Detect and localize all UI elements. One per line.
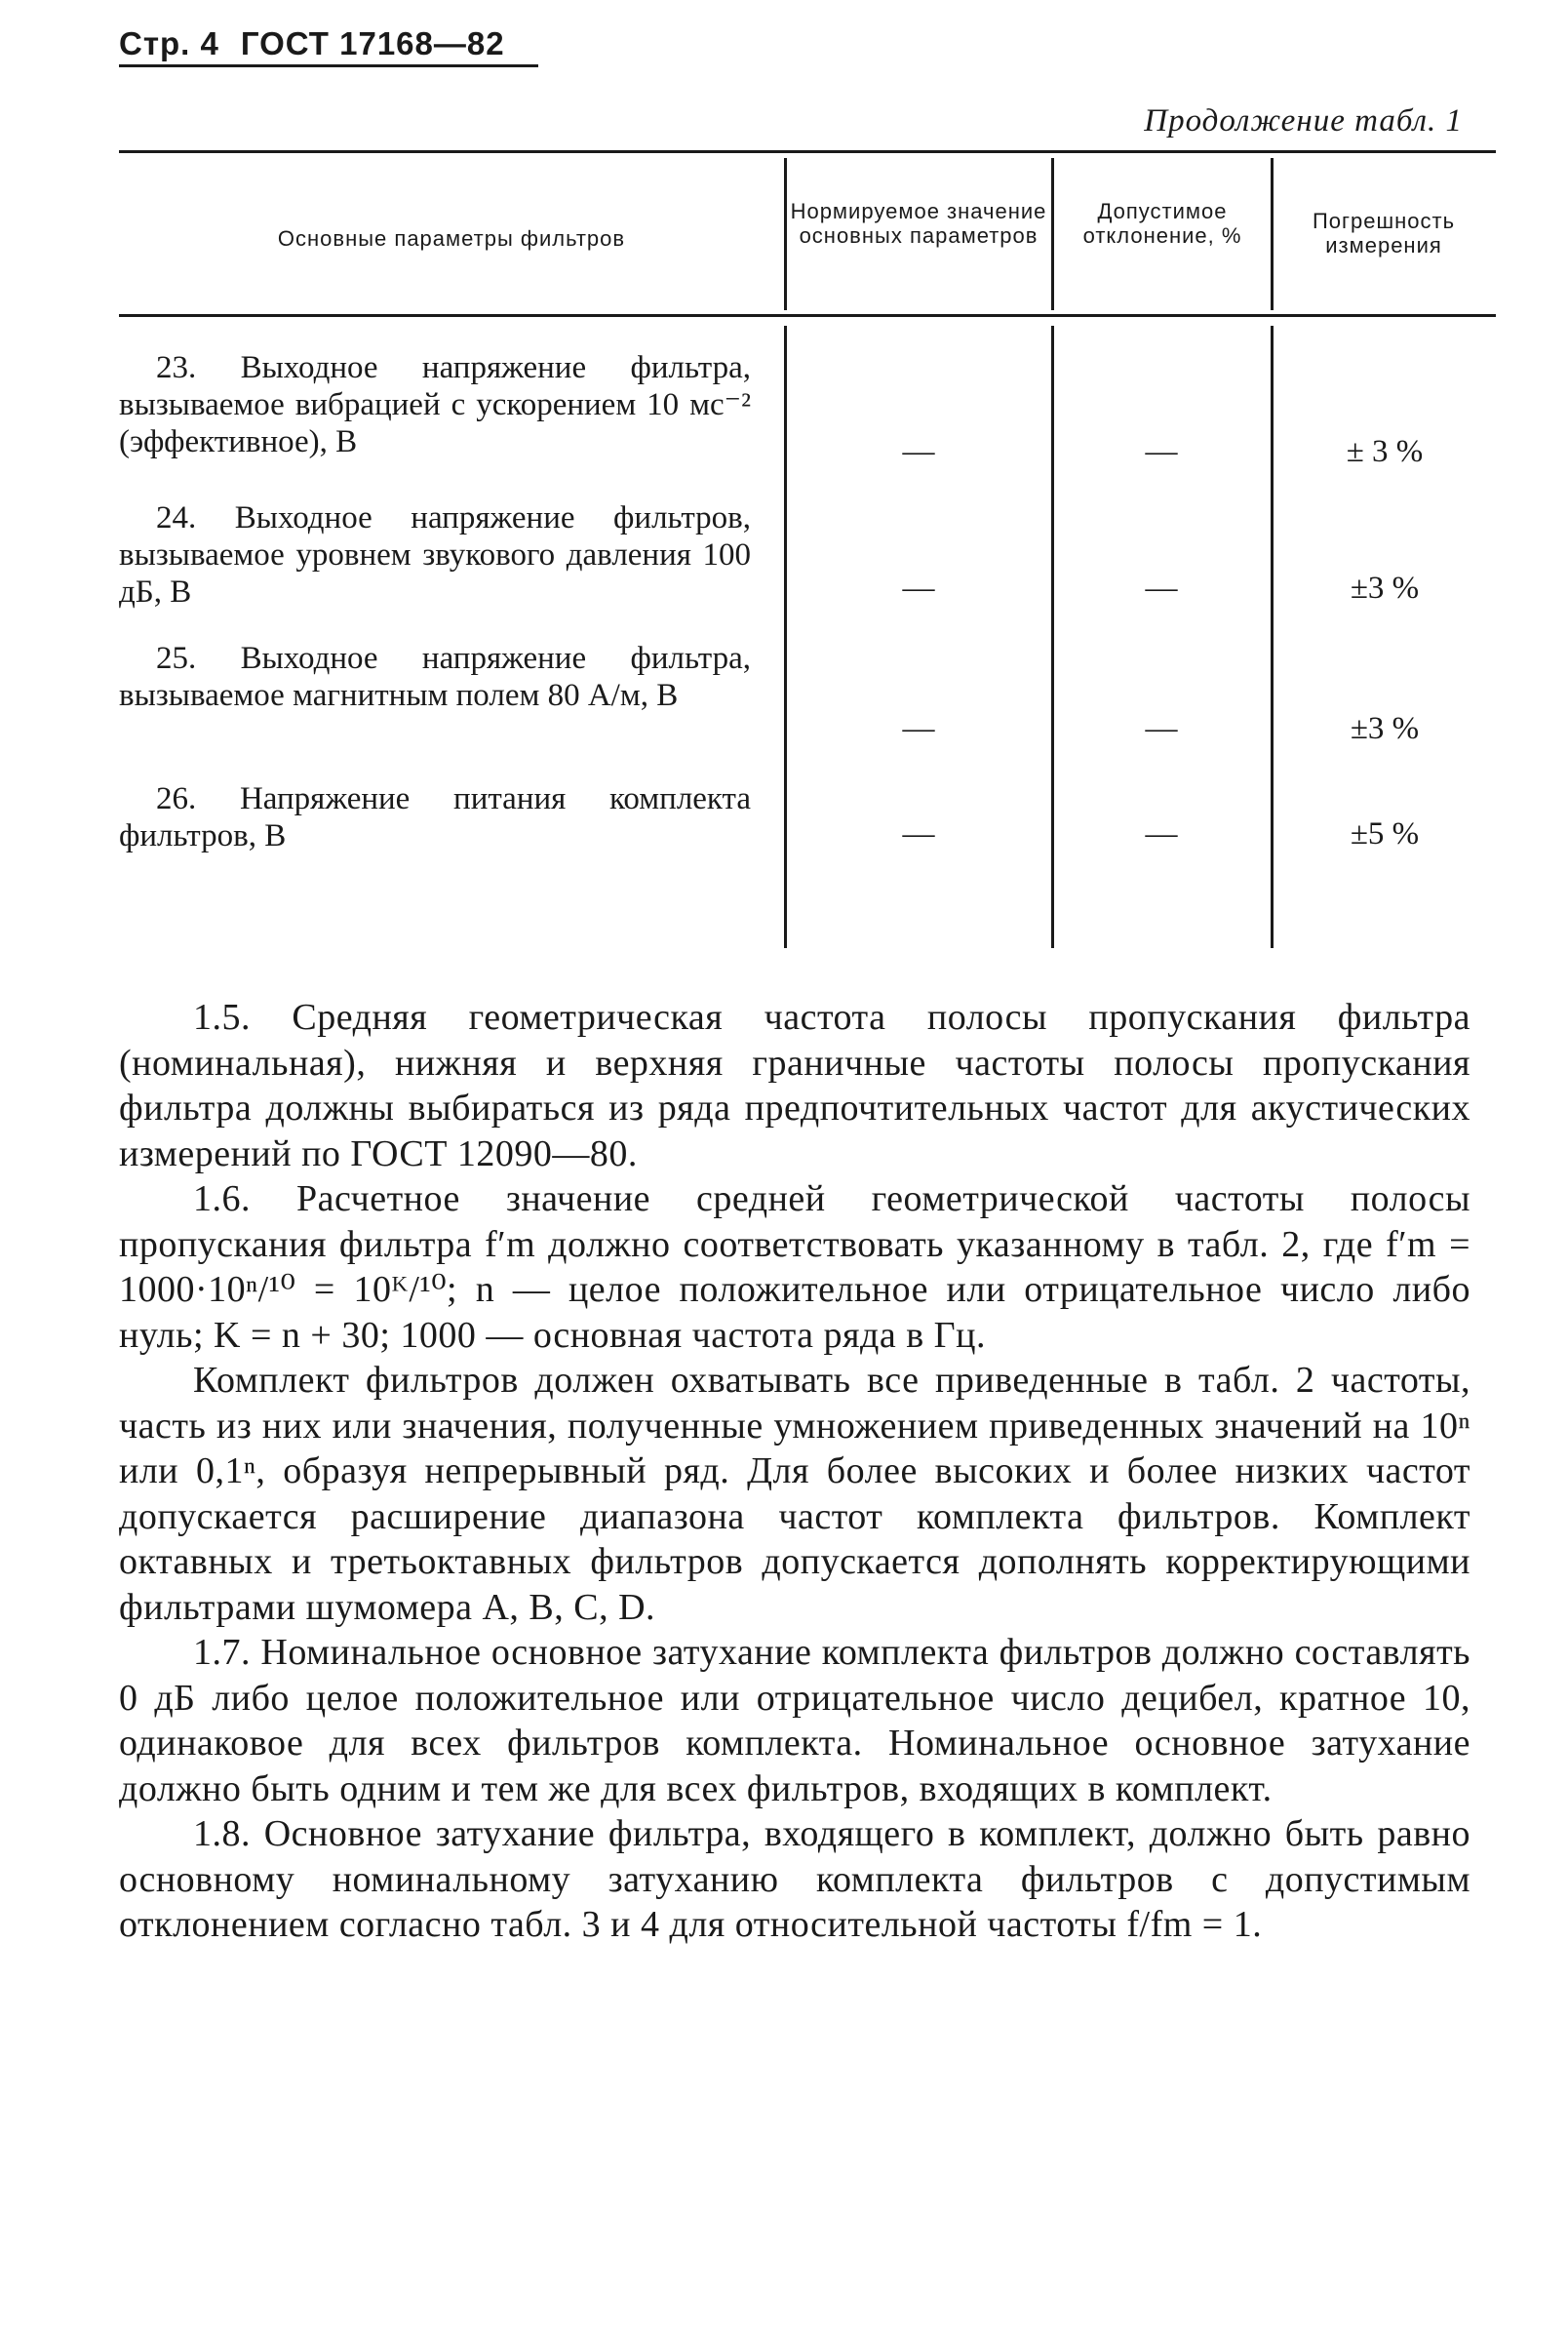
body-text <box>119 995 1470 1948</box>
table-row-26-parameter: 26. Напряжение питания комплекта фильтров, В <box>119 781 751 853</box>
paragraph-1-6: 1.6. Расчетное значение средней геометрической частоты полосы пропускания фильтра f′m должно соответствовать указанному в табл. 2, где f′m = 1000·10ⁿ/¹⁰ = 10ᴷ/¹⁰; n — целое положительное или отрицательное число либо нуль; K = n + 30; 1000 — основная частота ряда в Гц. <box>119 1178 1470 1356</box>
table-column-divider <box>1051 158 1054 310</box>
table-column-divider <box>784 326 787 948</box>
table-row-23-parameter: 23. Выходное напряжение фильтра, вызываемое вибрацией с ускорением 10 мс⁻² (эффективное), В <box>119 350 751 459</box>
column-header-allowed-deviation: Допустимое отклонение, % <box>1082 199 1242 248</box>
page-header <box>119 25 505 62</box>
table-row-24-parameter: 24. Выходное напряжение фильтров, вызываемое уровнем звукового давления 100 дБ, В <box>119 500 751 610</box>
page-number: Стр. 4 <box>119 25 219 61</box>
paragraph-1-7: 1.7. Номинальное основное затухание комплекта фильтров должно составлять 0 дБ либо целое положительное или отрицательное число децибел, кратное 10, одинаковое для всех фильтров комплекта. Номинальное основное затухание должно быть одним и тем же для всех фильтров, входящих в комплект. <box>119 1632 1470 1809</box>
table-top-rule <box>119 150 1496 153</box>
standard-number: ГОСТ 17168—82 <box>240 25 505 61</box>
table-row-24-normalized: — <box>902 571 935 606</box>
table-column-divider <box>1051 326 1054 948</box>
table-row-25-normalized: — <box>902 711 935 746</box>
column-header-parameters: Основные параметры фильтров <box>277 226 626 251</box>
paragraph-filter-set: Комплект фильтров должен охватывать все приведенные в табл. 2 частоты, часть из них или значения, полученные умножением приведенных значений на 10ⁿ или 0,1ⁿ, образуя непрерывный ряд. Для более высоких и более низких частот допускается расширение диапазона частот комплекта фильтров. Комплект октавных и третьоктавных фильтров допускается дополнять корректирующими фильтрами шумомера A, B, C, D. <box>119 1360 1470 1628</box>
table-row-25-error: ±3 % <box>1350 711 1420 746</box>
column-header-normalized-value: Нормируемое значение основных параметров <box>790 199 1047 248</box>
table-row-23-error: ± 3 % <box>1346 434 1424 469</box>
paragraph-1-5: 1.5. Средняя геометрическая частота полосы пропускания фильтра (номинальная), нижняя и верхняя граничные частоты полосы пропускания фильтра должны выбираться из ряда предпочтительных частот для акустических измерений по ГОСТ 12090—80. <box>119 997 1470 1174</box>
table-row-23-deviation: — <box>1145 434 1178 469</box>
table-header-rule <box>119 314 1496 317</box>
table-row-23-normalized: — <box>902 434 935 469</box>
table-continuation-label: Продолжение табл. 1 <box>1144 103 1463 139</box>
table-column-divider <box>784 158 787 310</box>
column-header-measurement-error: Погрешность измерения <box>1312 209 1456 258</box>
table-column-divider <box>1271 326 1274 948</box>
table-row-26-error: ±5 % <box>1350 816 1420 852</box>
table-row-25-deviation: — <box>1145 711 1178 746</box>
paragraph-1-8: 1.8. Основное затухание фильтра, входящего в комплект, должно быть равно основному номинальному затуханию комплекта фильтров с допустимым отклонением согласно табл. 3 и 4 для относительной частоты f/fm = 1. <box>119 1813 1470 1945</box>
table-row-24-error: ±3 % <box>1350 571 1420 606</box>
table-row-24-deviation: — <box>1145 571 1178 606</box>
table-row-26-normalized: — <box>902 816 935 852</box>
table-row-25-parameter: 25. Выходное напряжение фильтра, вызываемое магнитным полем 80 А/м, В <box>119 641 751 713</box>
table-column-divider <box>1271 158 1274 310</box>
table-row-26-deviation: — <box>1145 816 1178 852</box>
header-rule <box>119 64 538 67</box>
